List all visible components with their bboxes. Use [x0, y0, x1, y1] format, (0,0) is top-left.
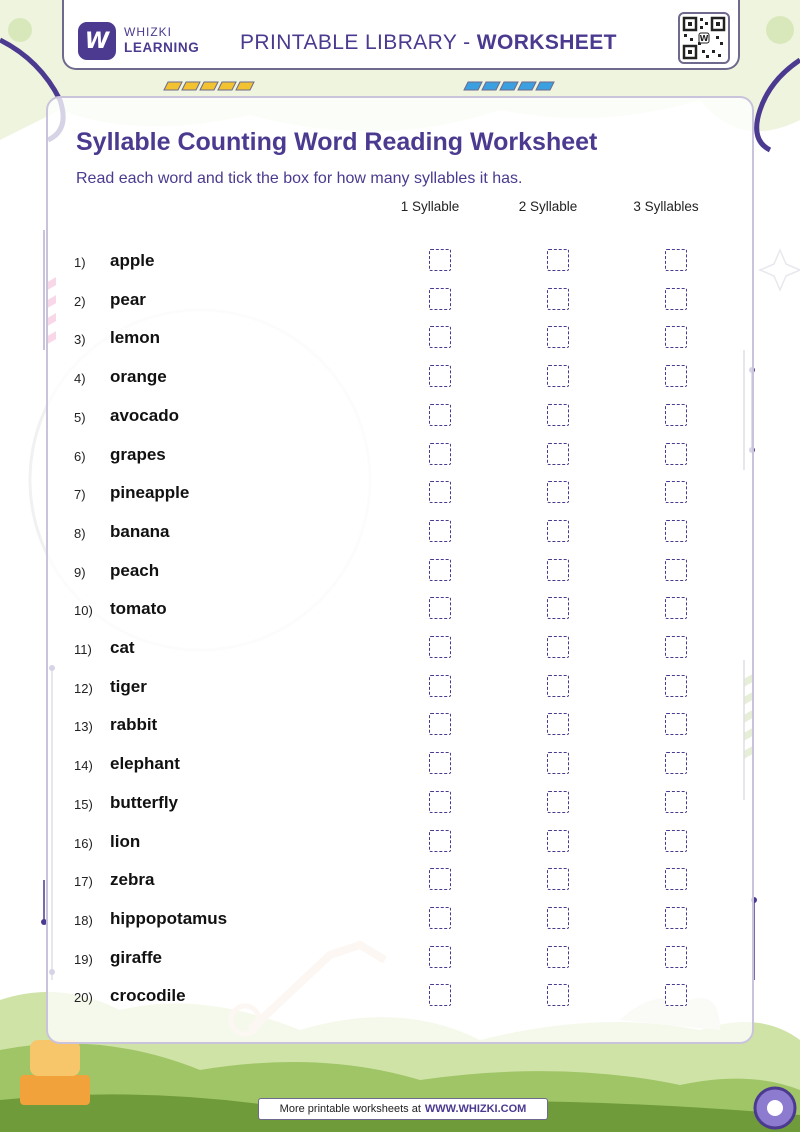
row-number: 11) — [74, 642, 92, 657]
qr-code-icon[interactable] — [678, 12, 730, 64]
checkbox-2-syllable[interactable] — [547, 288, 569, 310]
row-number: 2) — [74, 293, 86, 309]
table-row — [74, 634, 714, 664]
footer-text: More printable worksheets at — [279, 1103, 421, 1115]
row-word: crocodile — [110, 986, 186, 1006]
row-number: 14) — [74, 758, 93, 774]
checkbox-1-syllable[interactable] — [429, 791, 451, 813]
checkbox-1-syllable[interactable] — [429, 830, 451, 852]
checkbox-3-syllables[interactable] — [665, 481, 687, 503]
brand-name-line2: LEARNING — [124, 40, 200, 55]
checkbox-2-syllable[interactable] — [547, 907, 569, 929]
table-row — [74, 286, 714, 316]
row-number: 8) — [74, 525, 86, 541]
row-number: 3) — [74, 332, 86, 348]
row-number: 17) — [74, 874, 93, 890]
table-row — [74, 441, 714, 471]
row-word: pineapple — [110, 483, 190, 503]
row-word: orange — [110, 367, 167, 387]
table-row — [74, 711, 714, 741]
row-word: cat — [110, 638, 135, 657]
checkbox-2-syllable[interactable] — [547, 675, 569, 697]
checkbox-2-syllable[interactable] — [547, 636, 569, 658]
checkbox-1-syllable[interactable] — [429, 443, 451, 465]
checkbox-2-syllable[interactable] — [547, 713, 569, 735]
row-word: banana — [110, 521, 170, 541]
table-row — [74, 557, 714, 587]
row-word: lemon — [110, 328, 161, 348]
table-row — [74, 905, 714, 935]
row-word: giraffe — [110, 947, 162, 967]
table-row — [74, 402, 714, 432]
checkbox-3-syllables[interactable] — [665, 868, 687, 890]
checkbox-1-syllable[interactable] — [429, 868, 451, 890]
checkbox-3-syllables[interactable] — [665, 326, 687, 348]
row-word: elephant — [110, 754, 180, 774]
row-number: 19) — [74, 951, 93, 967]
checkbox-2-syllable[interactable] — [547, 404, 569, 426]
checkbox-2-syllable[interactable] — [547, 830, 569, 852]
column-header-3-syllables: 3 Syllables — [633, 199, 699, 214]
checkbox-3-syllables[interactable] — [665, 984, 687, 1006]
table-row — [74, 247, 714, 277]
table-row — [74, 324, 714, 354]
checkbox-1-syllable[interactable] — [429, 365, 451, 387]
checkbox-3-syllables[interactable] — [665, 404, 687, 426]
header-title — [240, 31, 617, 55]
checkbox-3-syllables[interactable] — [665, 946, 687, 968]
checkbox-3-syllables[interactable] — [665, 791, 687, 813]
page-header — [62, 0, 740, 70]
table-row — [74, 982, 714, 1012]
checkbox-1-syllable[interactable] — [429, 404, 451, 426]
row-word: tomato — [110, 599, 167, 619]
row-number: 10) — [74, 603, 93, 619]
table-row — [74, 595, 714, 625]
table-row — [74, 673, 714, 703]
row-word: tiger — [110, 676, 147, 696]
row-number: 9) — [74, 564, 86, 580]
footer-banner — [258, 1098, 548, 1120]
row-word: zebra — [110, 870, 155, 890]
whizki-logo-icon — [78, 22, 116, 60]
checkbox-2-syllable[interactable] — [547, 984, 569, 1006]
row-number: 12) — [74, 680, 93, 696]
checkbox-1-syllable[interactable] — [429, 636, 451, 658]
checkbox-3-syllables[interactable] — [665, 752, 687, 774]
checkbox-2-syllable[interactable] — [547, 520, 569, 542]
row-word: hippopotamus — [110, 908, 228, 928]
table-row — [74, 479, 714, 509]
column-header-1-syllable: 1 Syllable — [400, 199, 460, 214]
checkbox-3-syllables[interactable] — [665, 443, 687, 465]
checkbox-2-syllable[interactable] — [547, 481, 569, 503]
checkbox-1-syllable[interactable] — [429, 752, 451, 774]
checkbox-1-syllable[interactable] — [429, 713, 451, 735]
checkbox-3-syllables[interactable] — [665, 636, 687, 658]
table-row — [74, 828, 714, 858]
checkbox-1-syllable[interactable] — [429, 984, 451, 1006]
row-word: peach — [110, 560, 160, 580]
row-number: 1) — [74, 255, 86, 270]
checkbox-2-syllable[interactable] — [547, 597, 569, 619]
checkbox-2-syllable[interactable] — [547, 249, 569, 271]
row-number: 20) — [74, 990, 93, 1006]
checkbox-2-syllable[interactable] — [547, 365, 569, 387]
row-word: lion — [110, 831, 141, 851]
logo-letter: W — [84, 28, 110, 54]
row-number: 6) — [74, 448, 86, 464]
checkbox-1-syllable[interactable] — [429, 559, 451, 581]
table-row — [74, 866, 714, 896]
row-word: grapes — [110, 444, 166, 464]
checkbox-1-syllable[interactable] — [429, 249, 451, 271]
row-word: apple — [110, 251, 155, 270]
column-header-2-syllable: 2 Syllable — [518, 199, 578, 214]
row-number: 18) — [74, 912, 93, 928]
checkbox-1-syllable[interactable] — [429, 675, 451, 697]
row-word: rabbit — [110, 715, 158, 735]
checkbox-2-syllable[interactable] — [547, 559, 569, 581]
row-number: 7) — [74, 487, 86, 503]
checkbox-2-syllable[interactable] — [547, 752, 569, 774]
checkbox-2-syllable[interactable] — [547, 946, 569, 968]
brand-name-line1: WHIZKI — [124, 25, 172, 39]
row-number: 4) — [74, 371, 86, 387]
checkbox-3-syllables[interactable] — [665, 830, 687, 852]
row-number: 16) — [74, 835, 93, 851]
checkbox-2-syllable[interactable] — [547, 868, 569, 890]
checkbox-3-syllables[interactable] — [665, 907, 687, 929]
header-title-bold: WORKSHEET — [476, 31, 617, 54]
checkbox-3-syllables[interactable] — [665, 249, 687, 271]
header-title-prefix: PRINTABLE LIBRARY - — [240, 31, 477, 54]
footer-link[interactable]: WWW.WHIZKI.COM — [424, 1103, 527, 1115]
checkbox-2-syllable[interactable] — [547, 326, 569, 348]
checkbox-2-syllable[interactable] — [547, 443, 569, 465]
checkbox-3-syllables[interactable] — [665, 675, 687, 697]
row-word: pear — [110, 289, 146, 309]
row-word: butterfly — [110, 792, 178, 812]
table-row — [74, 750, 714, 780]
table-row — [74, 944, 714, 974]
checkbox-1-syllable[interactable] — [429, 597, 451, 619]
svg-text:W: W — [699, 34, 709, 43]
row-number: 15) — [74, 796, 93, 812]
row-number: 13) — [74, 719, 93, 735]
checkbox-1-syllable[interactable] — [429, 326, 451, 348]
checkbox-3-syllables[interactable] — [665, 365, 687, 387]
worksheet-title: Syllable Counting Word Reading Worksheet — [76, 128, 598, 156]
checkbox-3-syllables[interactable] — [665, 520, 687, 542]
table-row — [74, 363, 714, 393]
checkbox-3-syllables[interactable] — [665, 597, 687, 619]
row-number: 5) — [74, 409, 86, 425]
checkbox-3-syllables[interactable] — [665, 559, 687, 581]
checkbox-1-syllable[interactable] — [429, 946, 451, 968]
checkbox-1-syllable[interactable] — [429, 907, 451, 929]
table-row — [74, 789, 714, 819]
checkbox-2-syllable[interactable] — [547, 791, 569, 813]
row-word: avocado — [110, 405, 179, 425]
checkbox-3-syllables[interactable] — [665, 713, 687, 735]
checkbox-3-syllables[interactable] — [665, 288, 687, 310]
checkbox-1-syllable[interactable] — [429, 288, 451, 310]
table-row — [74, 518, 714, 548]
checkbox-1-syllable[interactable] — [429, 481, 451, 503]
checkbox-1-syllable[interactable] — [429, 520, 451, 542]
worksheet-instructions: Read each word and tick the box for how many syllables it has. — [76, 170, 523, 187]
